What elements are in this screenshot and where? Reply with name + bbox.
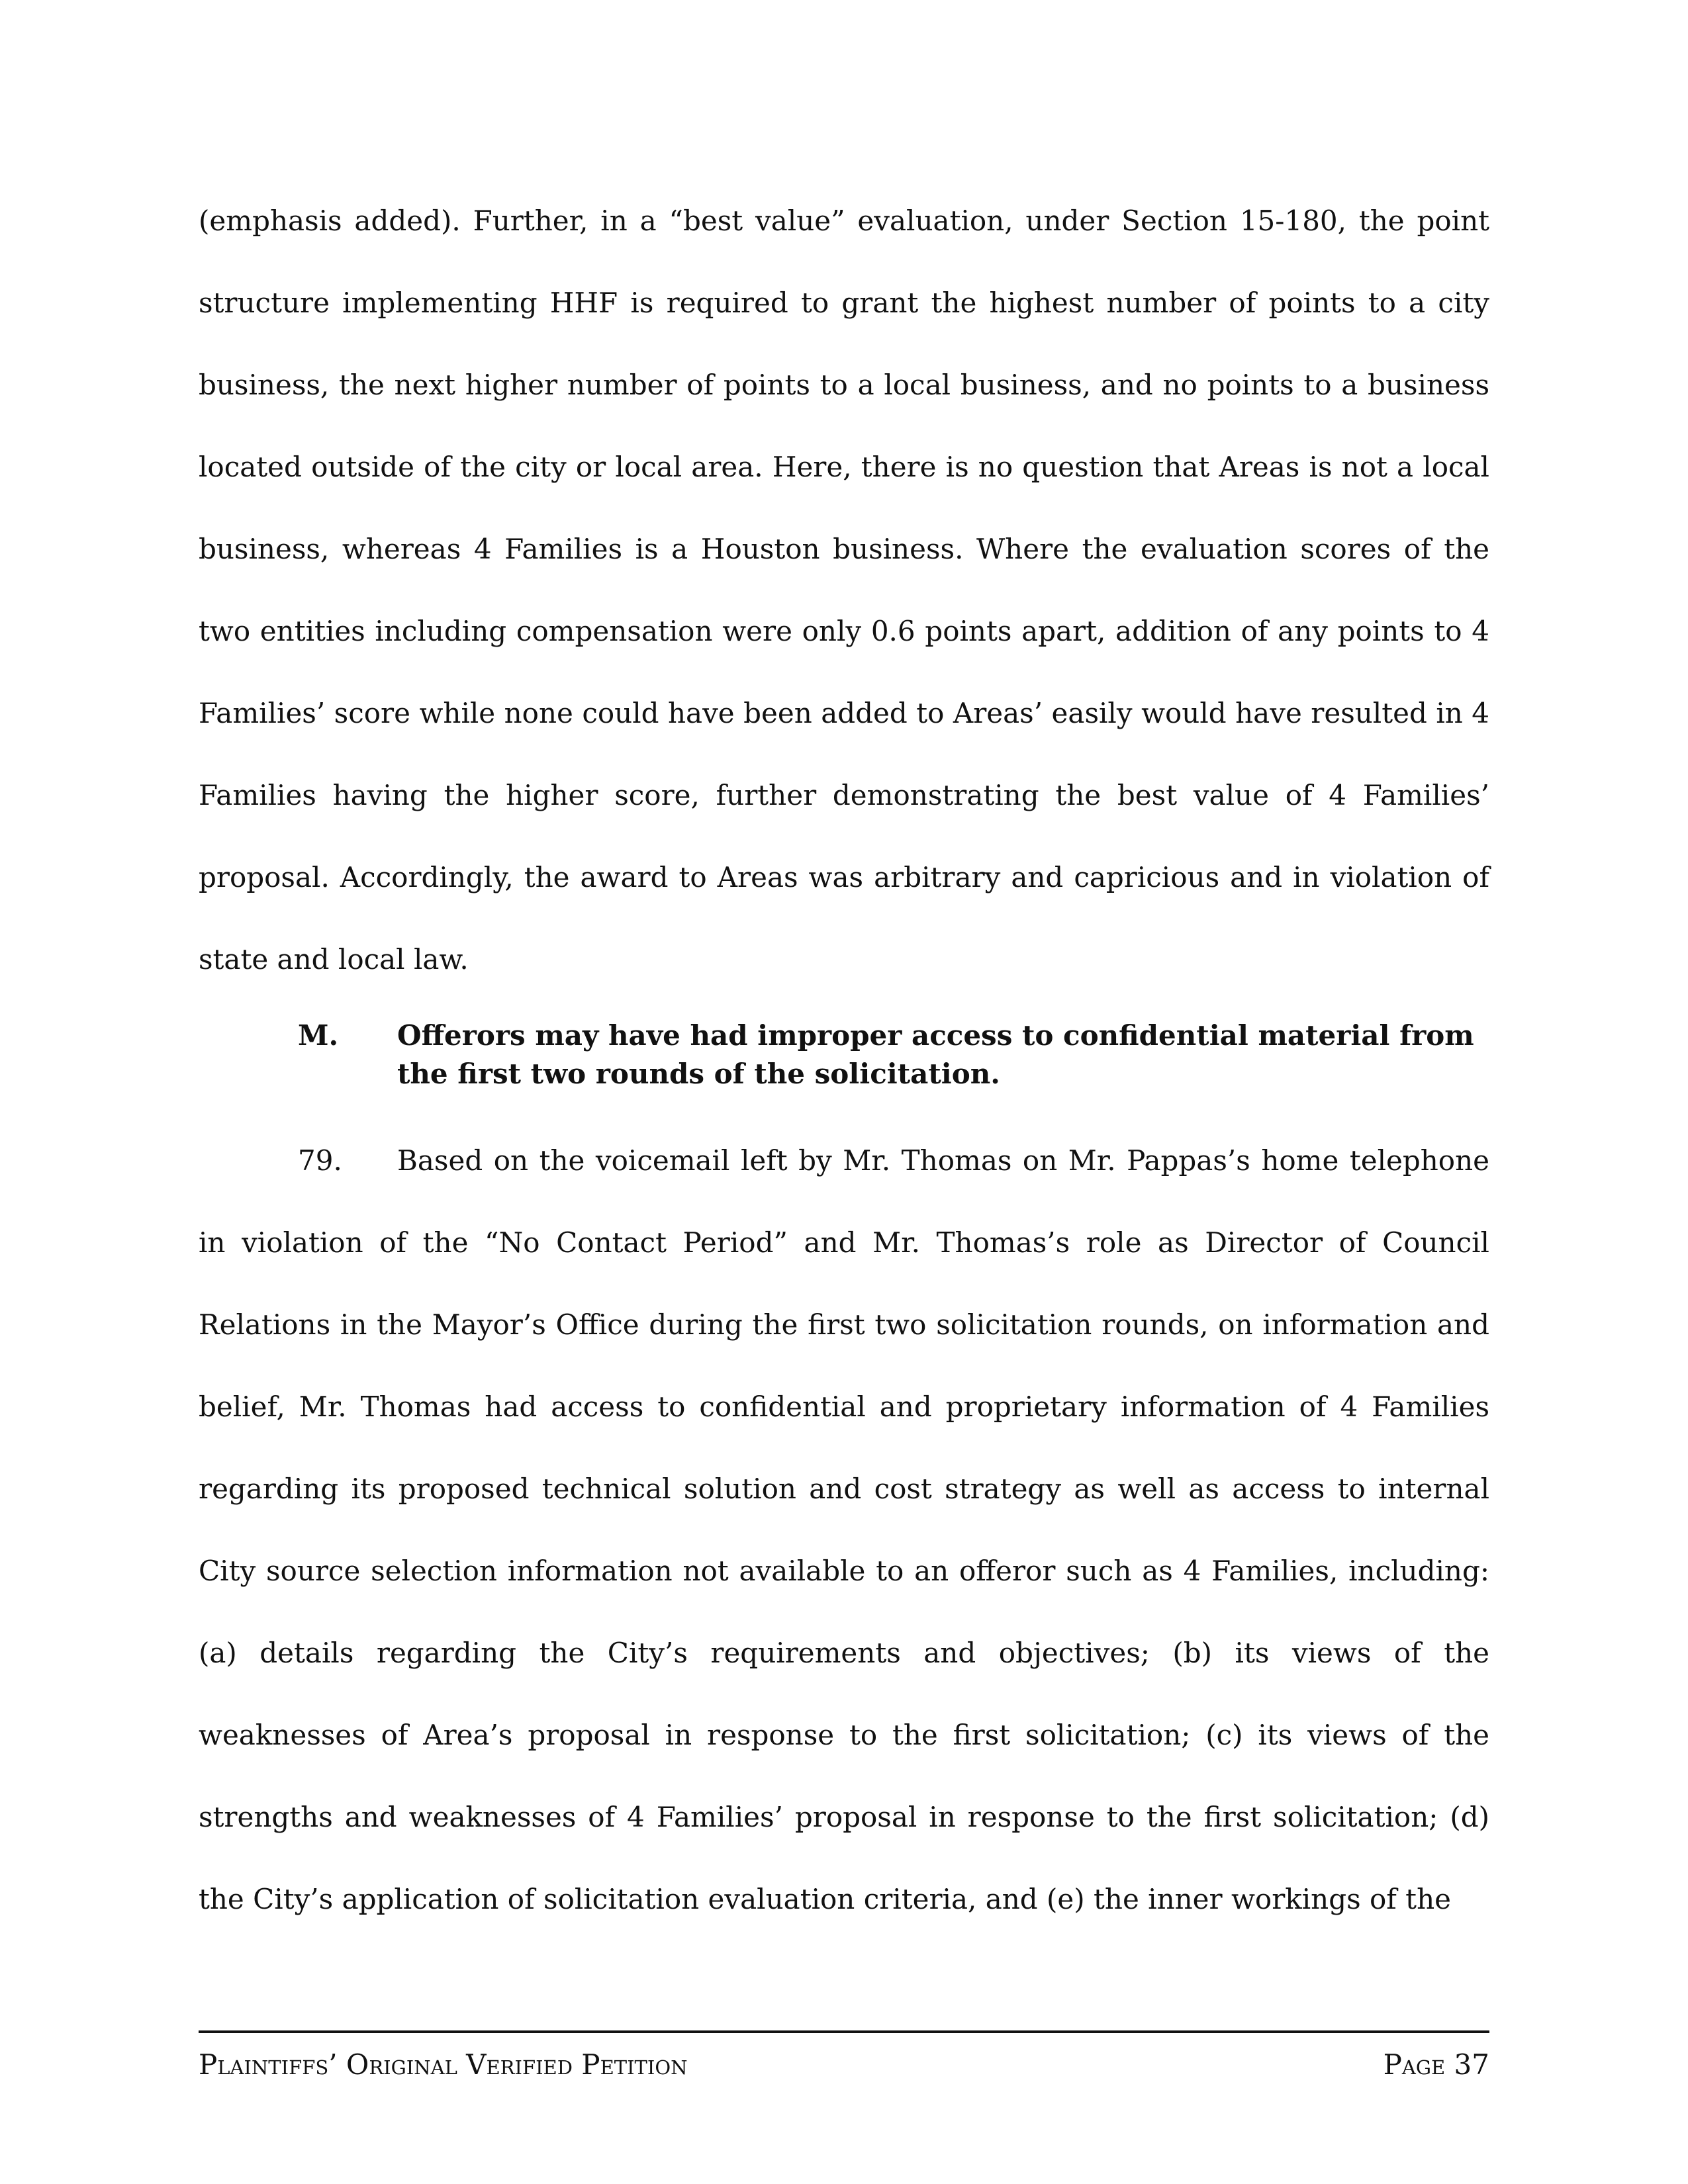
- paragraph-number: 79.: [298, 1144, 342, 1177]
- paragraph-text: Based on the voicemail left by Mr. Thomas on Mr. Pappas’s home telephone in violation of the “No Contact Period” and Mr. Thomas’s role as Director of Council Relations in the Mayor’s Office during the first two solicitation rounds, on information and belief, Mr. Thomas had access to confidential and proprietary information of 4 Families regarding its proposed technical solution and cost strategy as well as access to internal City source selection information not available to an offeror such as 4 Families, including: (a) details regarding the City’s requirements and objectives; (b) its views of the weaknesses of Area’s proposal in response to the first solicitation; (c) its views of the strengths and weaknesses of 4 Families’ proposal in response to the first solicitation; (d) the City’s application of solicitation evaluation criteria, and (e) the inner workings of the: [199, 1144, 1489, 1915]
- footer-page-number: Page 37: [1383, 2048, 1489, 2081]
- body-paragraph: (emphasis added). Further, in a “best value” evaluation, under Section 15-180, the point structure implementing HHF is required to grant the highest number of points to a city business, the next higher number of points to a local business, and no points to a business located outside of the city or local area. Here, there is no question that Areas is not a local business, whereas 4 Families is a Houston business. Where the evaluation scores of the two entities including compensation were only 0.6 points apart, addition of any points to 4 Families’ score while none could have been added to Areas’ easily would have resulted in 4 Families having the higher score, further demonstrating the best value of 4 Families’ proposal. Accordingly, the award to Areas was arbitrary and capricious and in violation of state and local law.: [199, 205, 1489, 976]
- section-heading-title: Offerors may have had improper access to confidential material from the first two rounds of the solicitation.: [397, 1019, 1474, 1090]
- numbered-paragraph: [199, 1120, 1489, 1940]
- footer-document-title: Plaintiffs’ Original Verified Petition: [199, 2048, 688, 2081]
- page-footer: [199, 2045, 1489, 2085]
- footer-divider: [199, 2030, 1489, 2033]
- document-page: [199, 0, 1489, 2184]
- section-heading-letter: M.: [298, 1019, 339, 1052]
